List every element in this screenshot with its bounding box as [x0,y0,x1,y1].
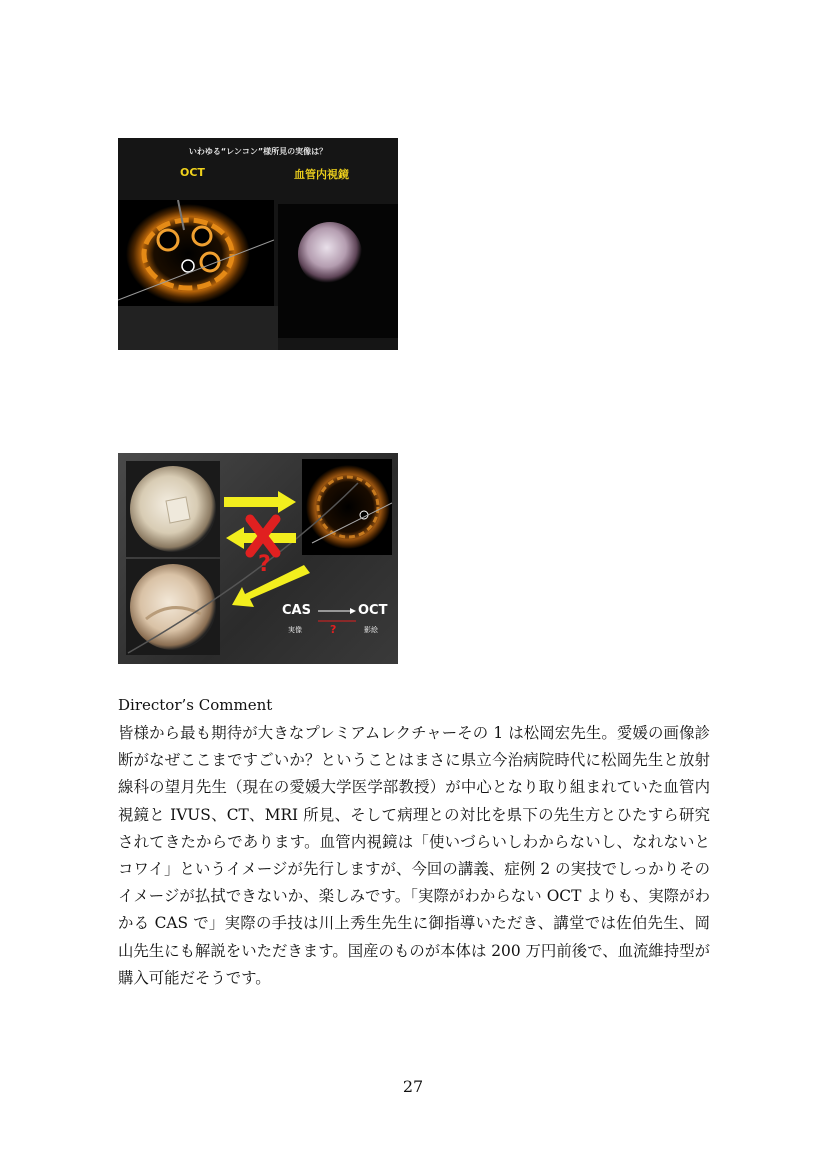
slide1-endoscope-label: 血管内視鏡 [294,168,349,181]
cas-label: CAS [282,603,311,618]
oct-sub-label: 影絵 [364,626,378,634]
slide-image-2 [118,453,398,664]
slide1-footer-band [118,306,278,350]
slide-image-1 [118,138,398,350]
oct-image [118,200,274,306]
diagonal-arrow-icon [232,565,310,607]
slide1-title: いわゆる“レンコン”様所見の実像は？ [188,147,328,156]
oct-label: OCT [358,603,388,618]
comment-body: 皆様から最も期待が大きなプレミアムレクチャーその 1 は松岡宏先生。愛媛の画像診断がなぜここまですごいか？ということはまさに県立今治病院時代に松岡先生と放射線科の望月先生（現在の愛媛大学医学部教授）が中心となり取り組まれていた血管内視鏡と IVUS、CT、MRI 所見、そして病理との対比を県下の先生方とひたすら研究されてきたからであります。血管内視鏡は「使いづらいしわからないし、なれないとコワイ」というイメージが先行しますが、今回の講義、症例 2 の実技でしっかりそのイメージが払拭できないか、楽しみです。「実際がわからない OCT よりも、実際がわかる CAS で」実際の手技は川上秀生先生に御指導いただき、講堂では佐伯先生、岡山先生にも解説をいただきます。国産のものが本体は 200 万円前後で、血流維持型が購入可能だそうです。 [118,724,710,987]
right-arrow-icon [224,491,296,513]
cas-sub-label: 実像 [288,626,302,634]
page-number: 27 [402,1077,424,1096]
question-mark-small: ? [330,623,337,636]
section-heading: Director’s Comment [118,696,273,714]
slide1-oct-label: OCT [180,166,205,179]
endoscope-image [278,204,398,338]
question-mark-large: ? [258,552,271,577]
